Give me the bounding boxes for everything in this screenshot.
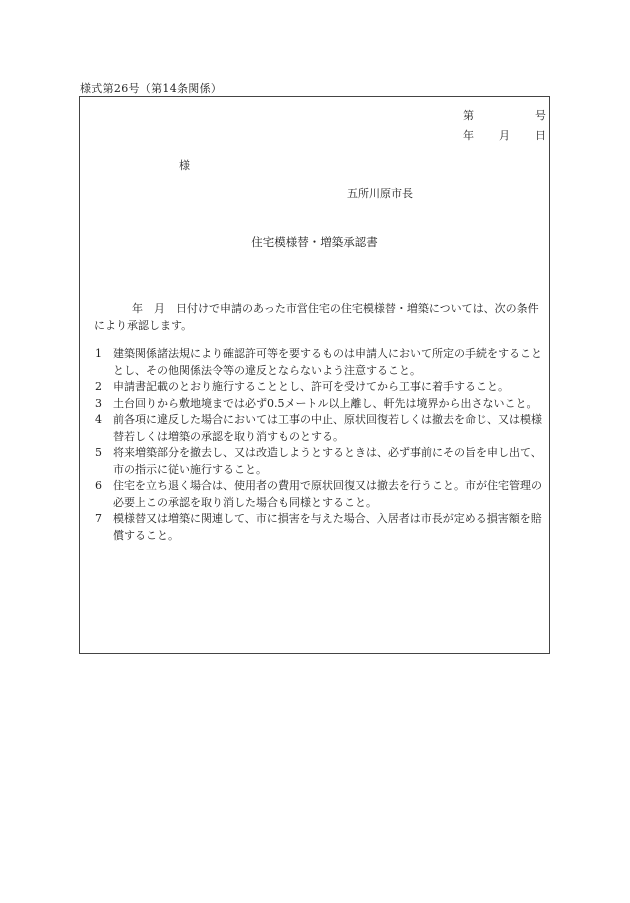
condition-text: 建築関係諸法規により確認許可等を要するものは申請人において所定の手続をすることとし、その他関係法令等の違反とならないよう注意すること。 <box>113 347 542 377</box>
date-day: 日 <box>535 129 546 142</box>
number-suffix: 号 <box>535 109 546 122</box>
condition-text: 前各項に違反した場合においては工事の中止、原状回復若しくは撤去を命じ、又は模様替若しくは増築の承認を取り消すものとする。 <box>113 413 542 443</box>
conditions-list <box>95 346 545 544</box>
condition-item <box>95 346 545 379</box>
condition-text: 住宅を立ち退く場合は、使用者の費用で原状回復又は撤去を行うこと。市が住宅管理の必要上この承認を取り消した場合も同様とすること。 <box>113 479 542 509</box>
condition-text: 将来増築部分を撤去し、又は改造しようとするときは、必ず事前にその旨を申し出て、市の指示に従い施行すること。 <box>113 446 542 476</box>
condition-item <box>95 379 545 396</box>
addressee: 様 <box>179 159 190 172</box>
date-year: 年 <box>463 129 474 142</box>
condition-number: 6 <box>95 479 102 492</box>
condition-number: 1 <box>95 347 102 360</box>
condition-item <box>95 412 545 445</box>
condition-item <box>95 445 545 478</box>
body-paragraph: 年 月 日付けで申請のあった市営住宅の住宅模様替・増築については、次の条件により承認します。 <box>94 302 539 332</box>
condition-number: 3 <box>95 396 102 410</box>
condition-item <box>95 478 545 511</box>
document-title: 住宅模様替・増築承認書 <box>251 235 378 249</box>
date-month: 月 <box>499 129 510 142</box>
condition-text: 模様替又は増築に関連して、市に損害を与えた場合、入居者は市長が定める損害額を賠償すること。 <box>113 512 542 542</box>
condition-text: 土台回りから敷地境までは必ず0.5メートル以上離し、軒先は境界から出さないこと。 <box>113 396 538 410</box>
condition-text: 申請書記載のとおり施行することとし、許可を受けてから工事に着手すること。 <box>113 380 509 393</box>
condition-number: 2 <box>95 380 102 393</box>
condition-item <box>95 511 545 544</box>
issuer: 五所川原市長 <box>347 187 413 200</box>
condition-item <box>95 396 545 413</box>
number-prefix: 第 <box>463 109 474 122</box>
condition-number: 4 <box>95 413 102 426</box>
form-caption: 様式第26号（第14条関係） <box>80 82 223 95</box>
condition-number: 5 <box>95 446 102 459</box>
condition-number: 7 <box>95 512 102 525</box>
document-frame <box>79 96 550 654</box>
